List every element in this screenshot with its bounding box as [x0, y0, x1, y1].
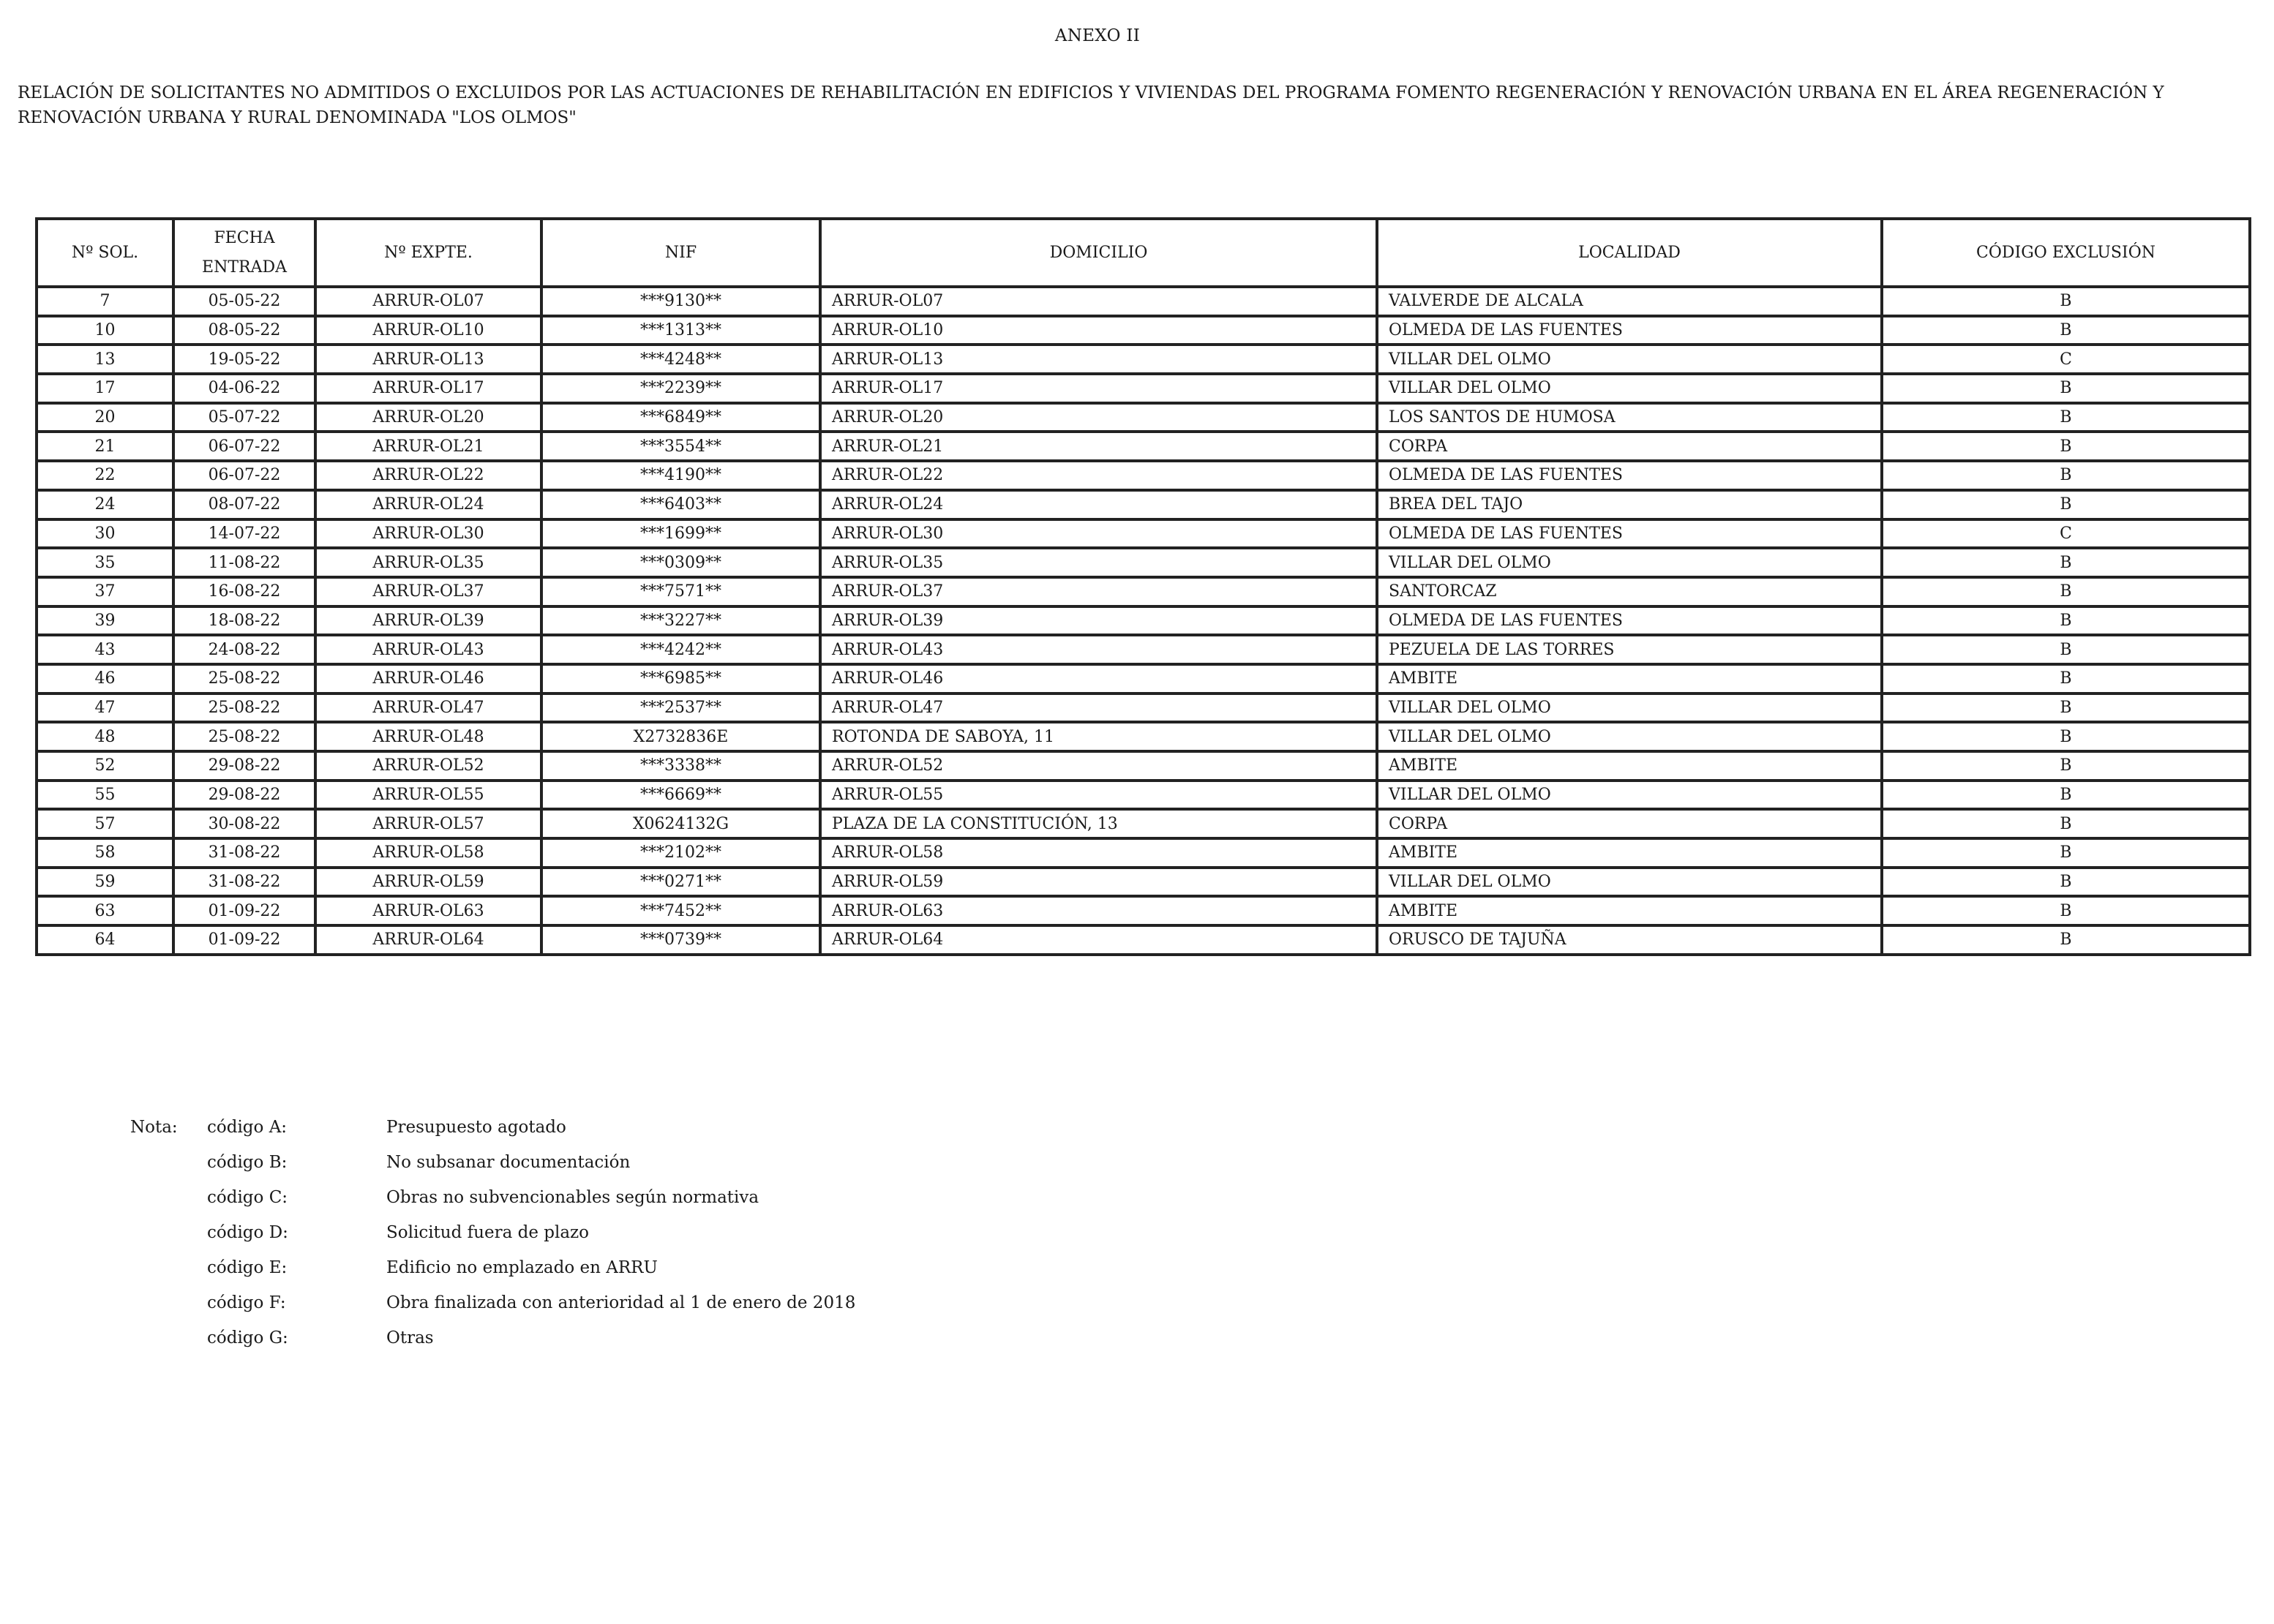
header-fecha-line1: FECHA — [214, 228, 275, 247]
cell-domicilio: ARRUR-OL59 — [820, 868, 1377, 897]
cell-localidad: OLMEDA DE LAS FUENTES — [1377, 316, 1882, 345]
cell-nif: ***4242** — [541, 635, 820, 664]
cell-fecha: 30-08-22 — [173, 809, 315, 838]
cell-domicilio: ARRUR-OL55 — [820, 781, 1377, 810]
cell-codigo: B — [1882, 432, 2250, 461]
note-code: código D: — [207, 1223, 288, 1242]
cell-nif: ***7571** — [541, 577, 820, 606]
cell-nif: ***0271** — [541, 868, 820, 897]
cell-localidad: VILLAR DEL OLMO — [1377, 374, 1882, 403]
cell-localidad: OLMEDA DE LAS FUENTES — [1377, 519, 1882, 549]
table-row — [37, 432, 2250, 461]
cell-expte: ARRUR-OL57 — [315, 809, 541, 838]
cell-domicilio: ARRUR-OL39 — [820, 606, 1377, 636]
cell-expte: ARRUR-OL35 — [315, 548, 541, 577]
note-code: código E: — [207, 1258, 288, 1277]
cell-expte: ARRUR-OL10 — [315, 316, 541, 345]
cell-expte: ARRUR-OL43 — [315, 635, 541, 664]
header-localidad: LOCALIDAD — [1377, 219, 1882, 287]
cell-nif: ***6669** — [541, 781, 820, 810]
header-fecha — [173, 219, 315, 287]
cell-nif: ***2537** — [541, 693, 820, 723]
cell-fecha: 05-07-22 — [173, 403, 315, 432]
cell-expte: ARRUR-OL47 — [315, 693, 541, 723]
cell-sol: 57 — [37, 809, 173, 838]
cell-sol: 20 — [37, 403, 173, 432]
cell-fecha: 31-08-22 — [173, 838, 315, 868]
cell-domicilio: ARRUR-OL17 — [820, 374, 1377, 403]
cell-codigo: B — [1882, 461, 2250, 490]
cell-fecha: 24-08-22 — [173, 635, 315, 664]
note-description: Solicitud fuera de plazo — [386, 1223, 589, 1242]
header-fecha-line2: ENTRADA — [202, 257, 287, 277]
annex-title: ANEXO II — [1054, 26, 1141, 45]
note-description: Obra finalizada con anterioridad al 1 de enero de 2018 — [386, 1293, 856, 1312]
cell-fecha: 25-08-22 — [173, 722, 315, 751]
cell-domicilio: ARRUR-OL46 — [820, 664, 1377, 693]
header-nif: NIF — [541, 219, 820, 287]
cell-domicilio: ARRUR-OL13 — [820, 345, 1377, 374]
header-sol: Nº SOL. — [37, 219, 173, 287]
cell-nif: ***1313** — [541, 316, 820, 345]
cell-codigo: B — [1882, 287, 2250, 316]
cell-domicilio: ROTONDA DE SABOYA, 11 — [820, 722, 1377, 751]
cell-sol: 46 — [37, 664, 173, 693]
cell-sol: 35 — [37, 548, 173, 577]
table-row — [37, 809, 2250, 838]
cell-domicilio: ARRUR-OL37 — [820, 577, 1377, 606]
cell-codigo: B — [1882, 316, 2250, 345]
cell-codigo: B — [1882, 838, 2250, 868]
cell-sol: 21 — [37, 432, 173, 461]
cell-expte: ARRUR-OL30 — [315, 519, 541, 549]
note-description: Edificio no emplazado en ARRU — [386, 1258, 658, 1277]
cell-domicilio: PLAZA DE LA CONSTITUCIÓN, 13 — [820, 809, 1377, 838]
cell-codigo: B — [1882, 896, 2250, 925]
cell-expte: ARRUR-OL39 — [315, 606, 541, 636]
cell-codigo: B — [1882, 403, 2250, 432]
table-row — [37, 722, 2250, 751]
cell-fecha: 04-06-22 — [173, 374, 315, 403]
note-code: código B: — [207, 1153, 288, 1172]
table-row — [37, 838, 2250, 868]
cell-localidad: VILLAR DEL OLMO — [1377, 781, 1882, 810]
cell-sol: 24 — [37, 490, 173, 519]
table-row — [37, 374, 2250, 403]
cell-localidad: CORPA — [1377, 432, 1882, 461]
cell-localidad: AMBITE — [1377, 751, 1882, 781]
table-row — [37, 925, 2250, 955]
cell-nif: ***4190** — [541, 461, 820, 490]
cell-localidad: VILLAR DEL OLMO — [1377, 548, 1882, 577]
table-row — [37, 519, 2250, 549]
cell-fecha: 11-08-22 — [173, 548, 315, 577]
note-code: código C: — [207, 1188, 288, 1207]
cell-codigo: B — [1882, 925, 2250, 955]
cell-nif: X2732836E — [541, 722, 820, 751]
cell-domicilio: ARRUR-OL47 — [820, 693, 1377, 723]
cell-sol: 63 — [37, 896, 173, 925]
note-code: código G: — [207, 1328, 288, 1347]
cell-codigo: B — [1882, 548, 2250, 577]
cell-sol: 10 — [37, 316, 173, 345]
cell-nif: ***3227** — [541, 606, 820, 636]
cell-sol: 7 — [37, 287, 173, 316]
cell-sol: 59 — [37, 868, 173, 897]
table-row — [37, 606, 2250, 636]
cell-localidad: OLMEDA DE LAS FUENTES — [1377, 461, 1882, 490]
cell-codigo: B — [1882, 693, 2250, 723]
table-row — [37, 316, 2250, 345]
cell-expte: ARRUR-OL55 — [315, 781, 541, 810]
cell-fecha: 25-08-22 — [173, 664, 315, 693]
cell-expte: ARRUR-OL21 — [315, 432, 541, 461]
cell-fecha: 25-08-22 — [173, 693, 315, 723]
note-code: código A: — [207, 1118, 288, 1137]
table-row — [37, 896, 2250, 925]
cell-localidad: PEZUELA DE LAS TORRES — [1377, 635, 1882, 664]
cell-expte: ARRUR-OL22 — [315, 461, 541, 490]
cell-expte: ARRUR-OL17 — [315, 374, 541, 403]
cell-codigo: B — [1882, 606, 2250, 636]
note-code: código F: — [207, 1293, 286, 1312]
table-row — [37, 287, 2250, 316]
cell-nif: ***7452** — [541, 896, 820, 925]
cell-sol: 30 — [37, 519, 173, 549]
cell-codigo: B — [1882, 868, 2250, 897]
table-header-row — [37, 219, 2250, 287]
cell-nif: ***0309** — [541, 548, 820, 577]
cell-nif: ***2102** — [541, 838, 820, 868]
cell-localidad: CORPA — [1377, 809, 1882, 838]
cell-codigo: B — [1882, 722, 2250, 751]
cell-expte: ARRUR-OL37 — [315, 577, 541, 606]
cell-domicilio: ARRUR-OL63 — [820, 896, 1377, 925]
cell-sol: 52 — [37, 751, 173, 781]
cell-codigo: C — [1882, 345, 2250, 374]
cell-domicilio: ARRUR-OL35 — [820, 548, 1377, 577]
table-row — [37, 403, 2250, 432]
cell-fecha: 05-05-22 — [173, 287, 315, 316]
note-description: Presupuesto agotado — [386, 1118, 566, 1137]
cell-domicilio: ARRUR-OL10 — [820, 316, 1377, 345]
cell-codigo: B — [1882, 751, 2250, 781]
cell-sol: 13 — [37, 345, 173, 374]
cell-localidad: AMBITE — [1377, 838, 1882, 868]
header-codigo: CÓDIGO EXCLUSIÓN — [1882, 219, 2250, 287]
cell-codigo: C — [1882, 519, 2250, 549]
note-prefix: Nota: — [130, 1118, 178, 1137]
cell-expte: ARRUR-OL63 — [315, 896, 541, 925]
cell-fecha: 08-07-22 — [173, 490, 315, 519]
cell-sol: 58 — [37, 838, 173, 868]
cell-nif: ***2239** — [541, 374, 820, 403]
cell-sol: 47 — [37, 693, 173, 723]
cell-expte: ARRUR-OL58 — [315, 838, 541, 868]
cell-nif: ***3554** — [541, 432, 820, 461]
cell-codigo: B — [1882, 664, 2250, 693]
cell-expte: ARRUR-OL48 — [315, 722, 541, 751]
cell-sol: 22 — [37, 461, 173, 490]
cell-fecha: 08-05-22 — [173, 316, 315, 345]
intro-text: RELACIÓN DE SOLICITANTES NO ADMITIDOS O EXCLUIDOS POR LAS ACTUACIONES DE REHABILITACIÓN EN EDIFICIOS Y VIVIENDAS DEL PROGRAMA FOMENTO REGENERACIÓN Y RENOVACIÓN URBANA EN EL ÁREA REGENERACIÓN Y RENOVACIÓN URBANA Y RURAL DENOMINADA "LOS OLMOS" — [18, 83, 2164, 127]
cell-fecha: 06-07-22 — [173, 432, 315, 461]
cell-sol: 64 — [37, 925, 173, 955]
cell-localidad: VILLAR DEL OLMO — [1377, 868, 1882, 897]
cell-sol: 55 — [37, 781, 173, 810]
cell-localidad: VILLAR DEL OLMO — [1377, 693, 1882, 723]
cell-nif: ***6849** — [541, 403, 820, 432]
cell-codigo: B — [1882, 577, 2250, 606]
cell-localidad: ORUSCO DE TAJUÑA — [1377, 925, 1882, 955]
cell-domicilio: ARRUR-OL20 — [820, 403, 1377, 432]
cell-expte: ARRUR-OL07 — [315, 287, 541, 316]
table-row — [37, 345, 2250, 374]
note-description: No subsanar documentación — [386, 1153, 631, 1172]
cell-nif: ***6985** — [541, 664, 820, 693]
cell-fecha: 29-08-22 — [173, 751, 315, 781]
cell-fecha: 14-07-22 — [173, 519, 315, 549]
cell-nif: ***9130** — [541, 287, 820, 316]
cell-localidad: SANTORCAZ — [1377, 577, 1882, 606]
cell-nif: ***1699** — [541, 519, 820, 549]
table-row — [37, 664, 2250, 693]
cell-fecha: 31-08-22 — [173, 868, 315, 897]
cell-localidad: VILLAR DEL OLMO — [1377, 722, 1882, 751]
cell-fecha: 01-09-22 — [173, 925, 315, 955]
table-row — [37, 693, 2250, 723]
header-domicilio: DOMICILIO — [820, 219, 1377, 287]
cell-localidad: VILLAR DEL OLMO — [1377, 345, 1882, 374]
cell-expte: ARRUR-OL13 — [315, 345, 541, 374]
cell-expte: ARRUR-OL64 — [315, 925, 541, 955]
cell-expte: ARRUR-OL59 — [315, 868, 541, 897]
cell-fecha: 01-09-22 — [173, 896, 315, 925]
cell-localidad: OLMEDA DE LAS FUENTES — [1377, 606, 1882, 636]
cell-sol: 48 — [37, 722, 173, 751]
table-row — [37, 577, 2250, 606]
cell-codigo: B — [1882, 781, 2250, 810]
cell-sol: 39 — [37, 606, 173, 636]
table-row — [37, 781, 2250, 810]
cell-nif: ***4248** — [541, 345, 820, 374]
cell-domicilio: ARRUR-OL30 — [820, 519, 1377, 549]
cell-nif: ***3338** — [541, 751, 820, 781]
excluded-applicants-table — [35, 217, 2251, 956]
cell-sol: 43 — [37, 635, 173, 664]
cell-localidad: AMBITE — [1377, 896, 1882, 925]
cell-domicilio: ARRUR-OL24 — [820, 490, 1377, 519]
table-row — [37, 751, 2250, 781]
cell-fecha: 19-05-22 — [173, 345, 315, 374]
cell-localidad: AMBITE — [1377, 664, 1882, 693]
cell-fecha: 18-08-22 — [173, 606, 315, 636]
table-row — [37, 490, 2250, 519]
note-description: Otras — [386, 1328, 434, 1347]
cell-codigo: B — [1882, 809, 2250, 838]
table-row — [37, 868, 2250, 897]
cell-domicilio: ARRUR-OL52 — [820, 751, 1377, 781]
cell-fecha: 29-08-22 — [173, 781, 315, 810]
cell-nif: X0624132G — [541, 809, 820, 838]
cell-nif: ***6403** — [541, 490, 820, 519]
cell-domicilio: ARRUR-OL22 — [820, 461, 1377, 490]
cell-expte: ARRUR-OL46 — [315, 664, 541, 693]
cell-codigo: B — [1882, 490, 2250, 519]
cell-fecha: 16-08-22 — [173, 577, 315, 606]
cell-expte: ARRUR-OL24 — [315, 490, 541, 519]
header-expte: Nº EXPTE. — [315, 219, 541, 287]
cell-domicilio: ARRUR-OL43 — [820, 635, 1377, 664]
cell-localidad: BREA DEL TAJO — [1377, 490, 1882, 519]
table-row — [37, 635, 2250, 664]
cell-domicilio: ARRUR-OL58 — [820, 838, 1377, 868]
cell-localidad: LOS SANTOS DE HUMOSA — [1377, 403, 1882, 432]
table-row — [37, 548, 2250, 577]
cell-domicilio: ARRUR-OL21 — [820, 432, 1377, 461]
cell-domicilio: ARRUR-OL64 — [820, 925, 1377, 955]
cell-codigo: B — [1882, 635, 2250, 664]
note-description: Obras no subvencionables según normativa — [386, 1188, 759, 1207]
cell-codigo: B — [1882, 374, 2250, 403]
cell-domicilio: ARRUR-OL07 — [820, 287, 1377, 316]
cell-expte: ARRUR-OL20 — [315, 403, 541, 432]
cell-expte: ARRUR-OL52 — [315, 751, 541, 781]
cell-localidad: VALVERDE DE ALCALA — [1377, 287, 1882, 316]
table-row — [37, 461, 2250, 490]
cell-sol: 37 — [37, 577, 173, 606]
cell-nif: ***0739** — [541, 925, 820, 955]
cell-sol: 17 — [37, 374, 173, 403]
cell-fecha: 06-07-22 — [173, 461, 315, 490]
